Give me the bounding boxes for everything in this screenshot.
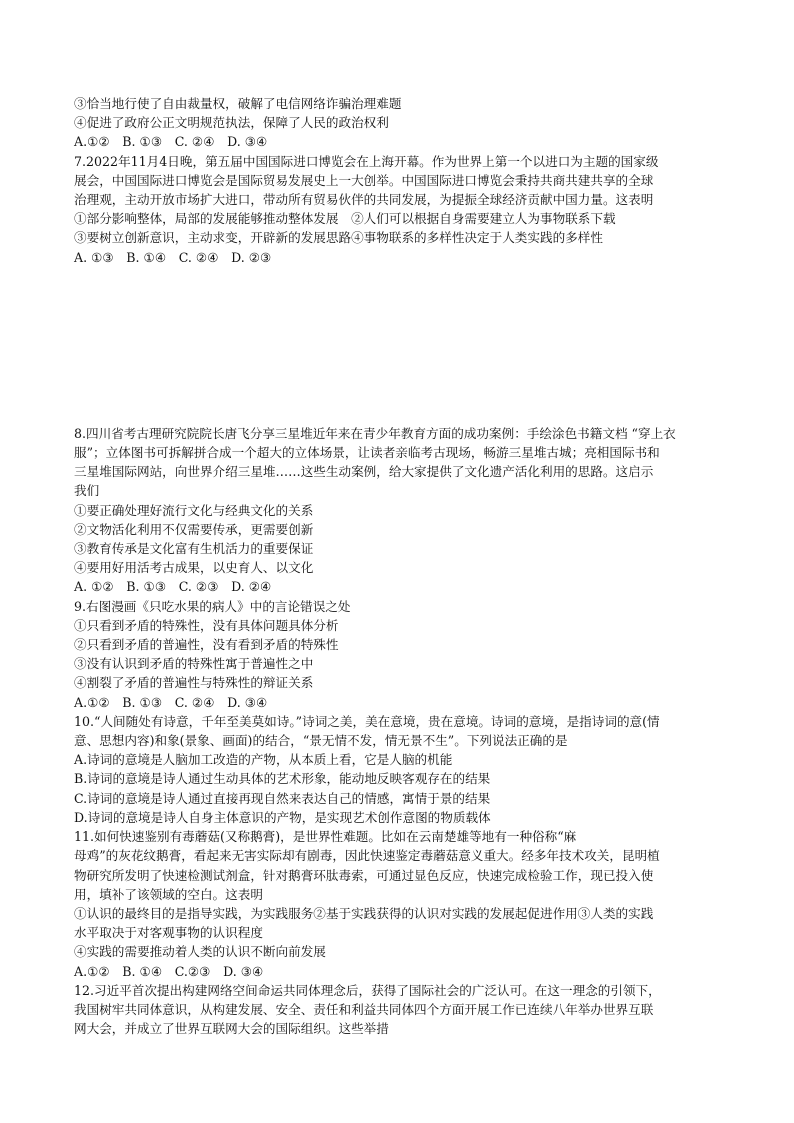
question-11 <box>74 827 724 981</box>
option-line: ④要用好用活考古成果，以史育人、以文化 <box>74 560 314 576</box>
option-line: ④割裂了矛盾的普遍性与特殊性的辩证关系 <box>74 675 314 691</box>
question-stem-line: 母鸡”的灰花纹鹅膏，看起来无害实际却有剧毒，因此快速鉴定毒蘑菇意义重大。经多年技术攻关，昆明植 <box>74 848 660 864</box>
question-stem-line: 11.如何快速鉴别有毒蘑菇(又称鹅膏)，是世界性难题。比如在云南楚雄等地有一种俗称“麻 <box>74 829 577 845</box>
option-line: ③恰当地行使了自由裁量权，破解了电信网络诈骗治理难题 <box>74 96 402 111</box>
option-line: ①要正确处理好流行文化与经典文化的关系 <box>74 502 314 518</box>
question-stem-line: 用，填补了该领域的空白。这表明 <box>74 886 263 902</box>
question-7 <box>74 152 724 267</box>
option-line: B.诗词的意境是诗人通过生动具体的艺术形象，能动地反映客观存在的结果 <box>74 771 491 787</box>
option-line: 水平取决于对客观事物的认识程度 <box>74 925 263 941</box>
option-line: ②文物活化利用不仅需要传承，更需要创新 <box>74 521 314 537</box>
question-8 <box>74 424 724 597</box>
option-line: ③教育传承是文化富有生机活力的重要保证 <box>74 541 314 557</box>
option-line: ①认识的最终目的是指导实践，为实践服务②基于实践获得的认识对实践的发展起促进作用③人类的实践 <box>74 905 654 921</box>
option-line: D.诗词的意境是诗人自身主体意识的产物，是实现艺术创作意图的物质载体 <box>74 809 491 825</box>
option-line: ①部分影响整体，局部的发展能够推动整体发展 ②人们可以根据自身需要建立人为事物联系下载 <box>74 211 616 227</box>
answer-choices: A.①② B. ①③ C. ②④ D. ③④ <box>74 694 268 710</box>
option-line: ①只看到矛盾的特殊性，没有具体问题具体分析 <box>74 617 339 633</box>
option-line: C.诗词的意境是诗人通过直接再现自然来表达自己的情感，寓情于景的结果 <box>74 790 491 806</box>
previous-question-tail <box>74 94 724 152</box>
question-stem-line: 我国树牢共同体意识，从构建发展、安全、责任和利益共同体四个方面开展工作已连续八年举办世界互联 <box>74 1001 654 1017</box>
option-line: ③要树立创新意识，主动求变，开辟新的发展思路④事物联系的多样性决定于人类实践的多样性 <box>74 230 603 246</box>
option-line: A.诗词的意境是人脑加工改造的产物，从本质上看，它是人脑的机能 <box>74 752 453 768</box>
option-line: ③没有认识到矛盾的特殊性寓于普遍性之中 <box>74 656 314 672</box>
option-line: ④实践的需要推动着人类的认识不断向前发展 <box>74 944 326 960</box>
question-stem-line: 物研究所发明了快速检测试剂盒，针对鹅膏环肽毒索，可通过显色反应，快速完成检验工作，现已投入使 <box>74 867 654 883</box>
question-stem-line: 8.四川省考古理研究院院长唐飞分享三星堆近年来在青少年教育方面的成功案例：手绘涂色书籍文档 “穿上衣 <box>74 425 676 441</box>
exam-page <box>74 94 724 1038</box>
answer-choices: A. ①② B. ①③ C. ②③ D. ②④ <box>74 579 272 595</box>
answer-choices: A. ①③ B. ①④ C. ②④ D. ②③ <box>74 249 272 265</box>
question-stem-line: 12.习近平首次提出构建网络空间命运共同体理念后，获得了国际社会的广泛认可。在这一理念的引领下， <box>74 982 661 998</box>
question-stem-line: 治理观，主动开放市场扩大进口，带动所有贸易伙伴的共同发展，为提振全球经济贡献中国力量。这表明 <box>74 192 654 208</box>
answer-choices: A.①② B. ①③ C. ②④ D. ③④ <box>74 134 268 150</box>
question-stem-line: 网大会，并成立了世界互联网大会的国际组织。这些举措 <box>74 1021 389 1037</box>
question-stem-line: 9.右图漫画《只吃水果的病人》中的言论错误之处 <box>74 598 351 614</box>
option-line: ④促进了政府公正文明规范执法，保障了人民的政治权利 <box>74 115 389 131</box>
question-stem-line: 三星堆国际网站，向世界介绍三星堆……这些生动案例，给大家提供了文化遗产活化利用的思路。这启示 <box>74 464 654 480</box>
question-12 <box>74 981 724 1039</box>
question-9 <box>74 597 724 712</box>
question-stem-line: 我们 <box>74 483 100 499</box>
question-stem-line: 10.“人间随处有诗意，千年至美莫如诗。”诗词之美，美在意境，贵在意境。诗词的意境，是指诗词的意(情 <box>74 713 660 729</box>
question-stem-line: 展会，中国国际进口博览会是国际贸易发展史上一大创举。中国国际进口博览会秉持共商共建共享的全球 <box>74 172 654 188</box>
question-stem-line: 服”；立体图书可拆解拼合成一个超大的立体场景，让读者亲临考古现场，畅游三星堆古城；亮相国际书和 <box>74 445 660 461</box>
answer-choices: A.①② B. ①④ C.②③ D. ③④ <box>74 963 264 979</box>
question-stem-line: 意、思想内容)和象(景象、画面)的结合，“景无情不发，情无景不生”。下列说法正确的是 <box>74 733 568 749</box>
question-stem-line: 7.2022年11月4日晚，第五届中国国际进口博览会在上海开幕。作为世界上第一个以进口为主题的国家级 <box>74 153 659 169</box>
question-10 <box>74 712 724 827</box>
blank-space <box>74 267 724 424</box>
option-line: ②只看到矛盾的普遍性，没有看到矛盾的特殊性 <box>74 637 339 653</box>
